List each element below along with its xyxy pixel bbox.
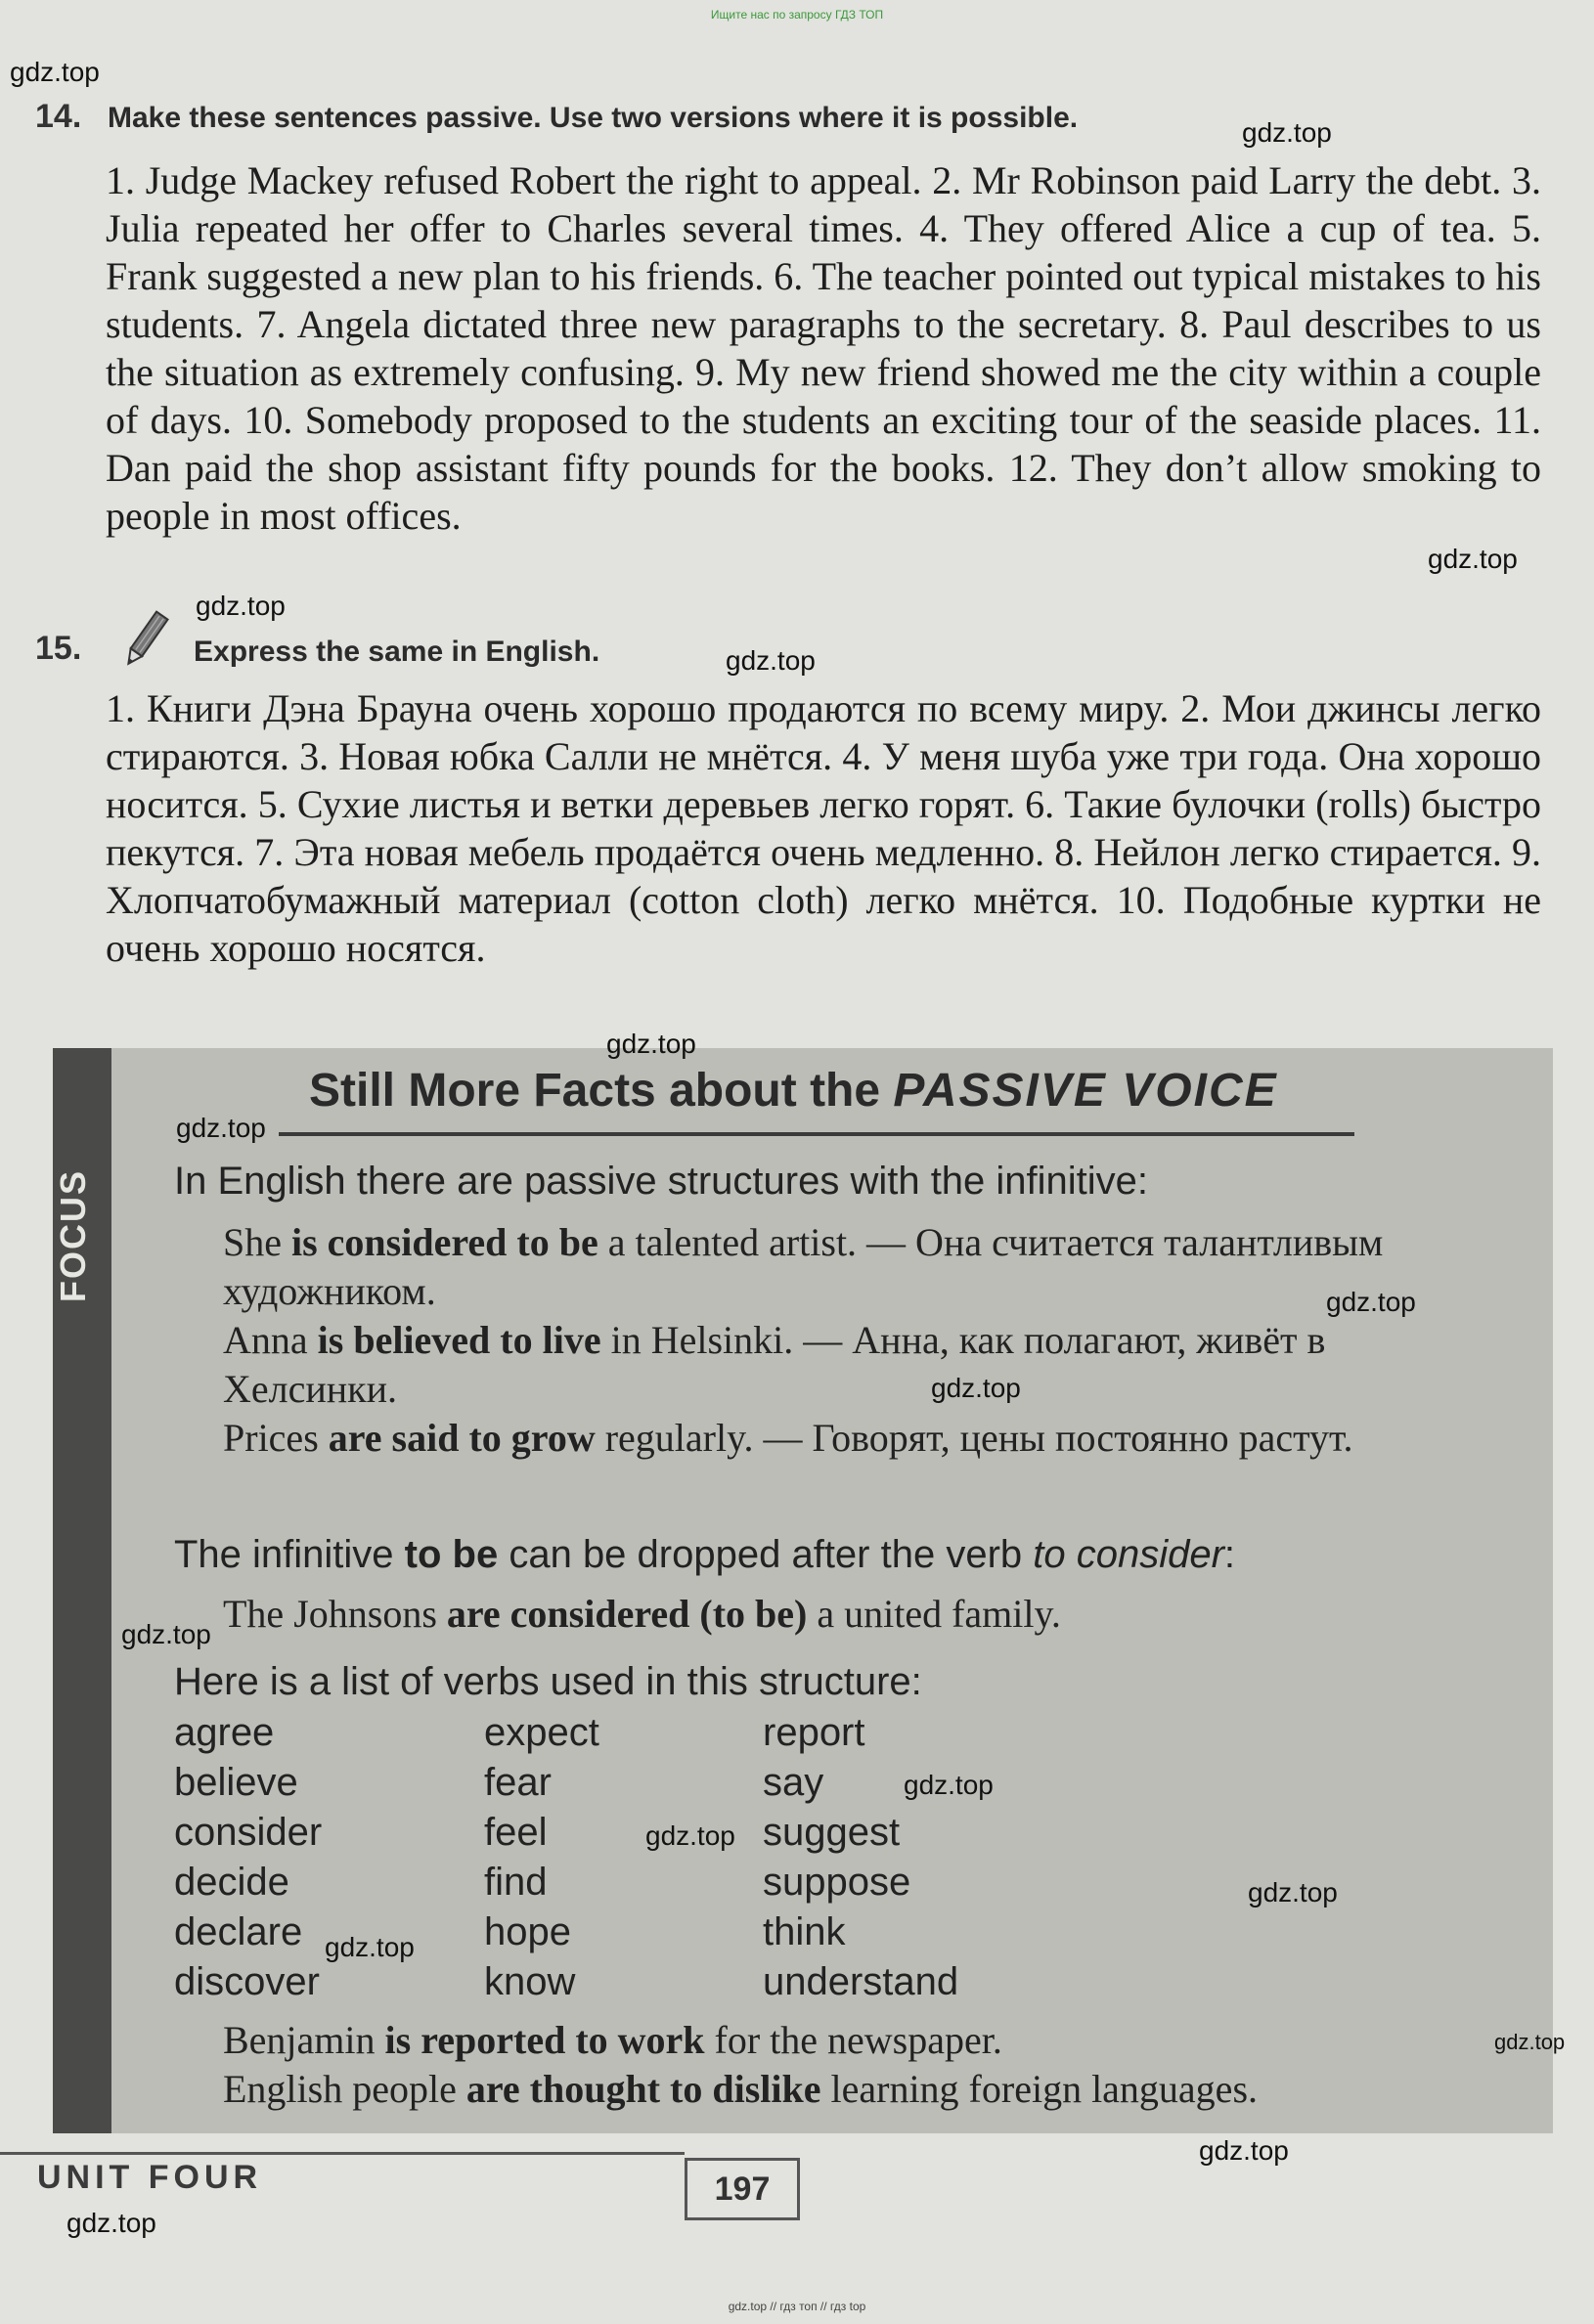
- focus-title-plain: Still More Facts about the: [309, 1065, 881, 1117]
- focus-example-1: She is considered to be a talented artist. — Она считается талантливым художником.: [223, 1220, 1384, 1313]
- watermark: gdz.top: [66, 2208, 156, 2238]
- watermark: gdz.top: [10, 57, 100, 87]
- watermark: gdz.top: [904, 1770, 994, 1800]
- verb-item: find: [484, 1861, 548, 1904]
- verb-item: agree: [174, 1711, 275, 1754]
- watermark: gdz.top: [726, 645, 816, 676]
- verb-item: believe: [174, 1761, 298, 1804]
- exercise-14-number: 14.: [35, 98, 82, 135]
- watermark: gdz.top: [1428, 544, 1518, 574]
- watermark: gdz.top: [1199, 2135, 1289, 2166]
- watermark: gdz.top: [325, 1932, 415, 1962]
- focus-example-3: Prices are said to grow regularly. — Говорят, цены постоянно растут.: [223, 1416, 1353, 1460]
- focus-drop-example: The Johnsons are considered (to be) a united family.: [223, 1592, 1061, 1636]
- watermark: gdz.top: [1326, 1287, 1416, 1317]
- verb-item: declare: [174, 1910, 303, 1953]
- verb-item: fear: [484, 1761, 552, 1804]
- watermark: gdz.top: [196, 591, 286, 621]
- verb-item: feel: [484, 1811, 548, 1854]
- focus-final-example-1: Benjamin is reported to work for the newspaper.: [223, 2018, 1002, 2062]
- verb-item: expect: [484, 1711, 599, 1754]
- verb-item: consider: [174, 1811, 323, 1854]
- title-underline: [279, 1132, 1354, 1136]
- watermark: gdz.top: [606, 1029, 696, 1059]
- verb-item: suggest: [763, 1811, 901, 1854]
- pencil-icon: [119, 608, 170, 673]
- watermark: gdz.top: [176, 1113, 266, 1143]
- verb-item: discover: [174, 1960, 320, 2003]
- watermark: gdz.top: [645, 1820, 735, 1851]
- focus-label: FOCUS: [53, 1169, 93, 1302]
- page-number: 197: [685, 2158, 800, 2220]
- verb-item: hope: [484, 1910, 571, 1953]
- verb-item: understand: [763, 1960, 959, 2003]
- verb-item: report: [763, 1711, 865, 1754]
- top-banner[interactable]: Ищите нас по запросу ГДЗ ТОП: [710, 8, 884, 22]
- watermark: gdz.top: [931, 1373, 1021, 1403]
- watermark: gdz.top: [1248, 1877, 1338, 1907]
- watermark: gdz.top: [1494, 2030, 1566, 2054]
- verb-item: say: [763, 1761, 824, 1804]
- watermark: gdz.top: [1242, 117, 1332, 148]
- exercise-14-text: 1. Judge Mackey refused Robert the right to appeal. 2. Mr Robinson paid Larry the debt. 3. Julia repeated her offer to Charles several times. 4. They offered Alice a cup of tea. 5. Frank suggested a new plan to his friends. 6. The teacher pointed out typical mistakes to his students. 7. Angela dictated three new paragraphs to the secretary. 8. Paul describes to us the situation as extremely confusing. 9. My new friend showed me the city within a couple of days. 10. Somebody proposed to the students an exciting tour of the seaside places. 11. Dan paid the shop assistant fifty pounds for the books. 12. They don’t allow smoking to people in most offices.: [106, 158, 1541, 538]
- bottom-banner[interactable]: gdz.top // гдз топ // гдз top: [728, 2300, 866, 2313]
- unit-label: UNIT FOUR: [37, 2159, 263, 2196]
- focus-title: [309, 1064, 1278, 1118]
- focus-example-2: Anna is believed to live in Helsinki. — Анна, как полагают, живёт в Хелсинки.: [223, 1318, 1326, 1411]
- exercise-14-instruction: Make these sentences passive. Use two versions where it is possible.: [108, 102, 1079, 134]
- watermark: gdz.top: [121, 1619, 211, 1649]
- verb-item: decide: [174, 1861, 289, 1904]
- focus-intro: In English there are passive structures with the infinitive:: [174, 1160, 1149, 1203]
- verb-item: think: [763, 1910, 846, 1953]
- focus-final-example-2: English people are thought to dislike learning foreign languages.: [223, 2067, 1259, 2111]
- exercise-15-instruction: Express the same in English.: [194, 636, 600, 668]
- verb-item: suppose: [763, 1861, 911, 1904]
- verb-item: know: [484, 1960, 576, 2003]
- focus-drop-rule: The infinitive to be can be dropped after the verb to consider:: [174, 1533, 1236, 1576]
- exercise-15-text: 1. Книги Дэна Брауна очень хорошо продаются по всему миру. 2. Мои джинсы легко стираются. 3. Новая юбка Салли не мнётся. 4. У меня шуба уже три года. Она хорошо носится. 5. Сухие листья и ветки деревьев легко горят. 6. Такие булочки (rolls) быстро пекутся. 7. Эта новая мебель продаётся очень медленно. 8. Нейлон легко стирается. 9. Хлопчатобумажный материал (cotton cloth) легко мнётся. 10. Подобные куртки не очень хорошо носятся.: [106, 686, 1541, 970]
- focus-title-styled: PASSIVE VOICE: [893, 1065, 1278, 1117]
- footer-rule: [0, 2152, 685, 2155]
- exercise-15-number: 15.: [35, 630, 82, 667]
- focus-list-intro: Here is a list of verbs used in this structure:: [174, 1660, 922, 1703]
